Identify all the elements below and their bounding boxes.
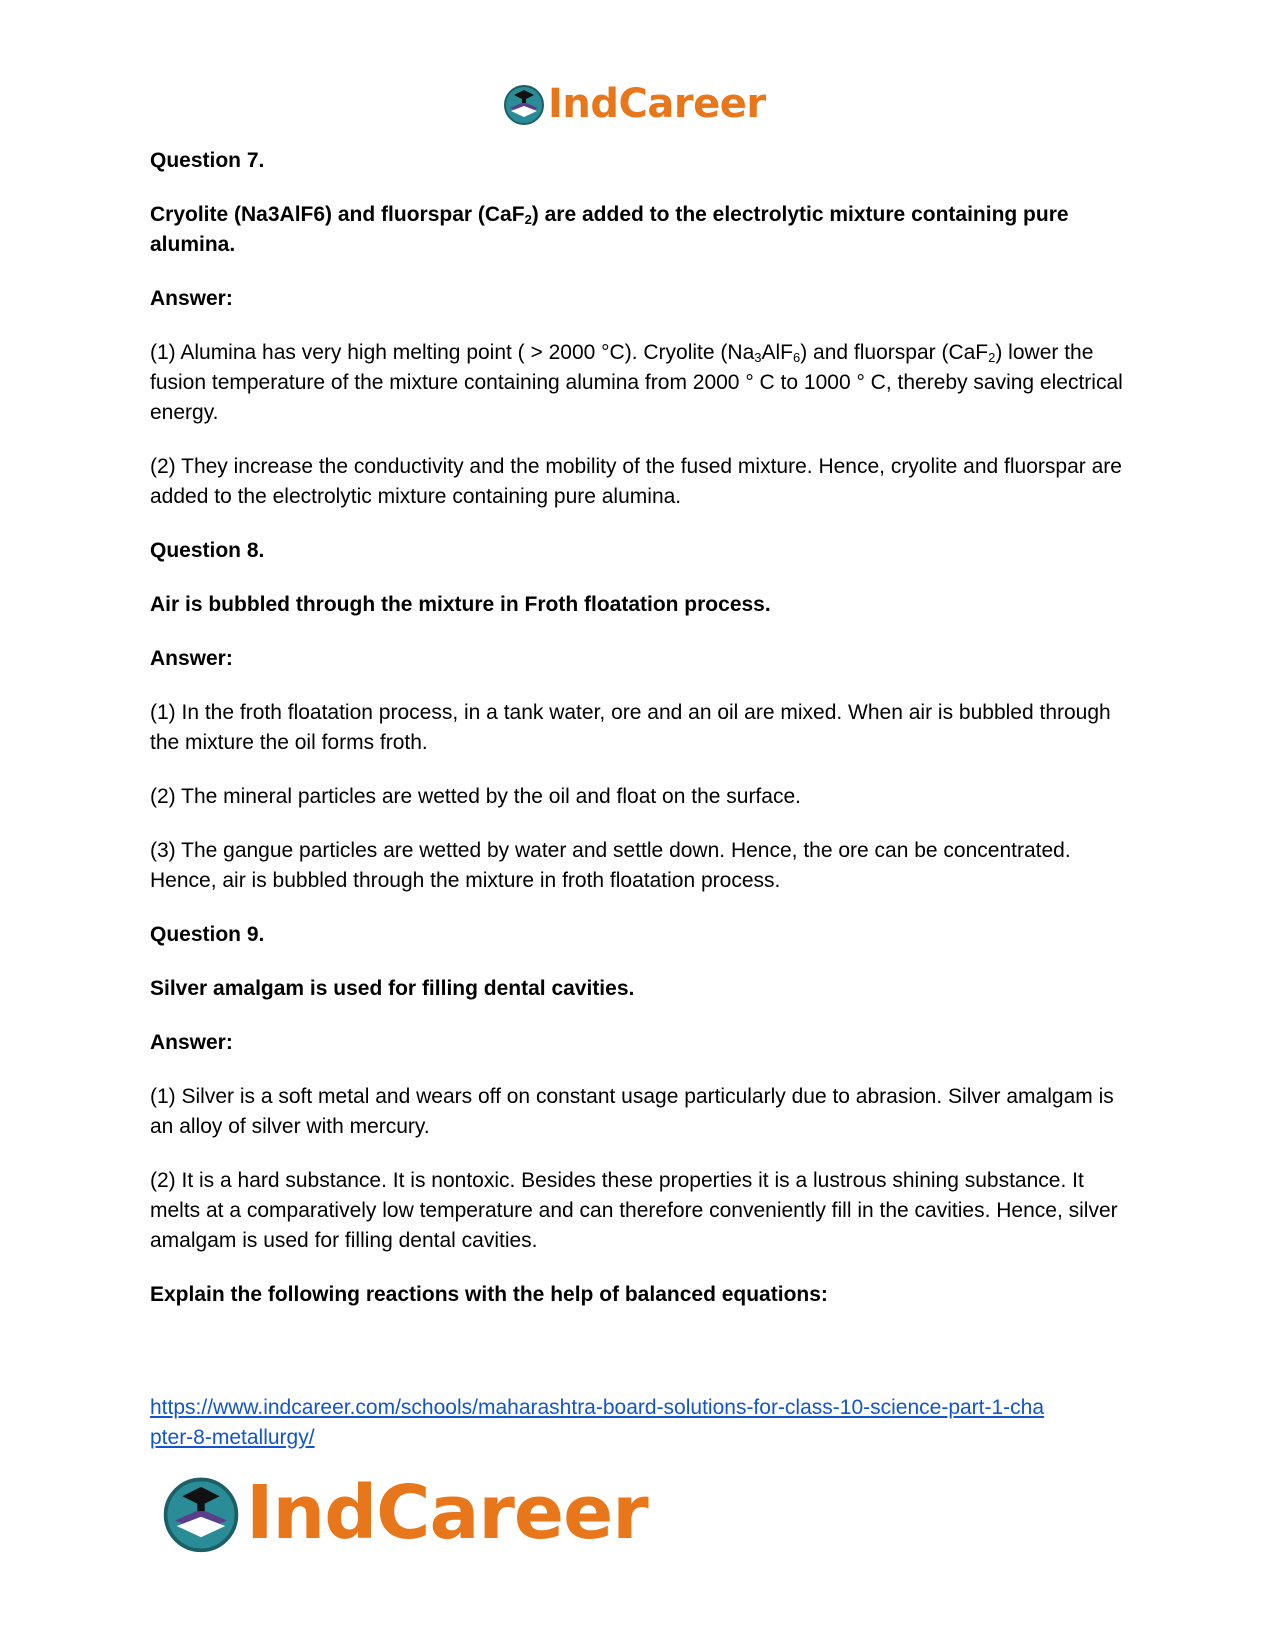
question-7-text: Cryolite (Na3AlF6) and fluorspar (CaF$_2$) are added to the electrolytic mixture containing pure alumina. <box>150 203 1069 256</box>
question-7-title: Question 7. <box>150 149 265 172</box>
question-8-text: Air is bubbled through the mixture in Froth floatation process. <box>150 593 771 616</box>
globe-book-icon <box>160 1472 242 1554</box>
question-7-answer-1: (1) Alumina has very high melting point ( > 2000 °C). Cryolite $(Na_3AlF_6)$ and fluorspar (CaF$_2$) lower the fusion temperature of the mixture containing alumina from 2000 ° C to 1000 ° C, thereby saving electrical energy. <box>150 341 1123 424</box>
question-9-title: Question 9. <box>150 923 265 946</box>
question-8-answer-label: Answer: <box>150 647 233 670</box>
question-8-title: Question 8. <box>150 539 265 562</box>
explain-heading: Explain the following reactions with the help of balanced equations: <box>150 1283 828 1306</box>
logo-wordmark: IndCareer <box>246 1470 648 1556</box>
question-8-answer-2: (2) The mineral particles are wetted by the oil and float on the surface. <box>150 785 801 808</box>
question-9-text: Silver amalgam is used for filling dental cavities. <box>150 977 635 1000</box>
footer-logo <box>160 1468 648 1558</box>
header-logo <box>502 80 766 128</box>
logo-wordmark: IndCareer <box>548 81 766 127</box>
question-8-answer-3: (3) The gangue particles are wetted by water and settle down. Hence, the ore can be concentrated. Hence, air is bubbled through the mixture in froth floatation process. <box>150 839 1071 892</box>
question-9-answer-label: Answer: <box>150 1031 233 1054</box>
question-7-answer-2: (2) They increase the conductivity and the mobility of the fused mixture. Hence, cryolite and fluorspar are added to the electrolytic mixture containing pure alumina. <box>150 455 1122 508</box>
question-8-answer-1: (1) In the froth floatation process, in a tank water, ore and an oil are mixed. When air is bubbled through the mixture the oil forms froth. <box>150 701 1111 754</box>
question-9-answer-1: (1) Silver is a soft metal and wears off on constant usage particularly due to abrasion. Silver amalgam is an alloy of silver with mercury. <box>150 1085 1114 1138</box>
source-url-link[interactable]: https://www.indcareer.com/schools/maharashtra-board-solutions-for-class-10-science-part-1-cha pter-8-metallurgy/ <box>150 1396 1045 1449</box>
globe-book-icon <box>502 82 546 126</box>
main-content <box>150 146 1130 1334</box>
question-7-answer-label: Answer: <box>150 287 233 310</box>
question-9-answer-2: (2) It is a hard substance. It is nontoxic. Besides these properties it is a lustrous shining substance. It melts at a comparatively low temperature and can therefore conveniently fill in the cavities. Hence, silver amalgam is used for filling dental cavities. <box>150 1169 1118 1252</box>
